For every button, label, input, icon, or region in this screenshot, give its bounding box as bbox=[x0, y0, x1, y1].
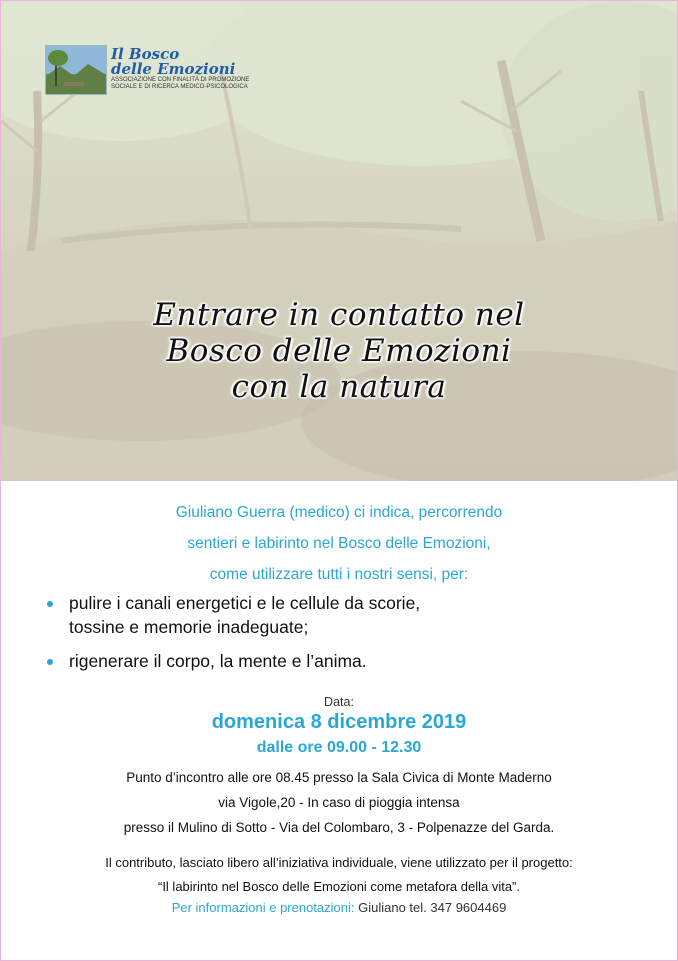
logo-landscape-image bbox=[45, 45, 107, 95]
list-item: rigenerare il corpo, la mente e l’anima. bbox=[47, 649, 647, 673]
contact-info bbox=[1, 900, 677, 915]
list-item: pulire i canali energetici e le cellule da scorie, tossine e memorie inadeguate; bbox=[47, 591, 647, 639]
contribution-note: Il contributo, lasciato libero all’iniziativa individuale, viene utilizzato per il progetto: “Il labirinto nel Bosco delle Emozioni come metafora della vita”. bbox=[105, 855, 573, 894]
date-label: Data: bbox=[324, 695, 354, 709]
contact-label: Per informazioni e prenotazioni: bbox=[171, 900, 355, 915]
contact-phone: Giuliano tel. 347 9604469 bbox=[354, 900, 507, 915]
logo-subtitle: ASSOCIAZIONE CON FINALITÀ DI PROMOZIONE SOCIALE E DI RICERCA MEDICO-PSICOLOGICA bbox=[111, 77, 250, 90]
bullet-dot-icon bbox=[47, 601, 53, 607]
association-logo bbox=[45, 45, 285, 101]
bullet-dot-icon bbox=[47, 659, 53, 665]
forest-background-photo bbox=[1, 1, 677, 481]
logo-name: Il Bosco delle Emozioni bbox=[111, 45, 236, 78]
meeting-place: Punto d’incontro alle ore 08.45 presso la Sala Civica di Monte Maderno via Vigole,20 - In caso di pioggia intensa presso il Mulino di Sotto - Via del Colombaro, 3 - Polpenazze del Garda. bbox=[123, 770, 555, 835]
benefits-list bbox=[47, 591, 647, 683]
intro-text: Giuliano Guerra (medico) ci indica, percorrendo sentieri e labirinto nel Bosco delle Emozioni, come utilizzare tutti i nostri sensi, per: bbox=[175, 504, 503, 583]
event-time: dalle ore 09.00 - 12.30 bbox=[256, 739, 422, 756]
event-title: Entrare in contatto nel Bosco delle Emozioni con la natura bbox=[153, 297, 525, 405]
event-date: domenica 8 dicembre 2019 bbox=[211, 711, 467, 733]
